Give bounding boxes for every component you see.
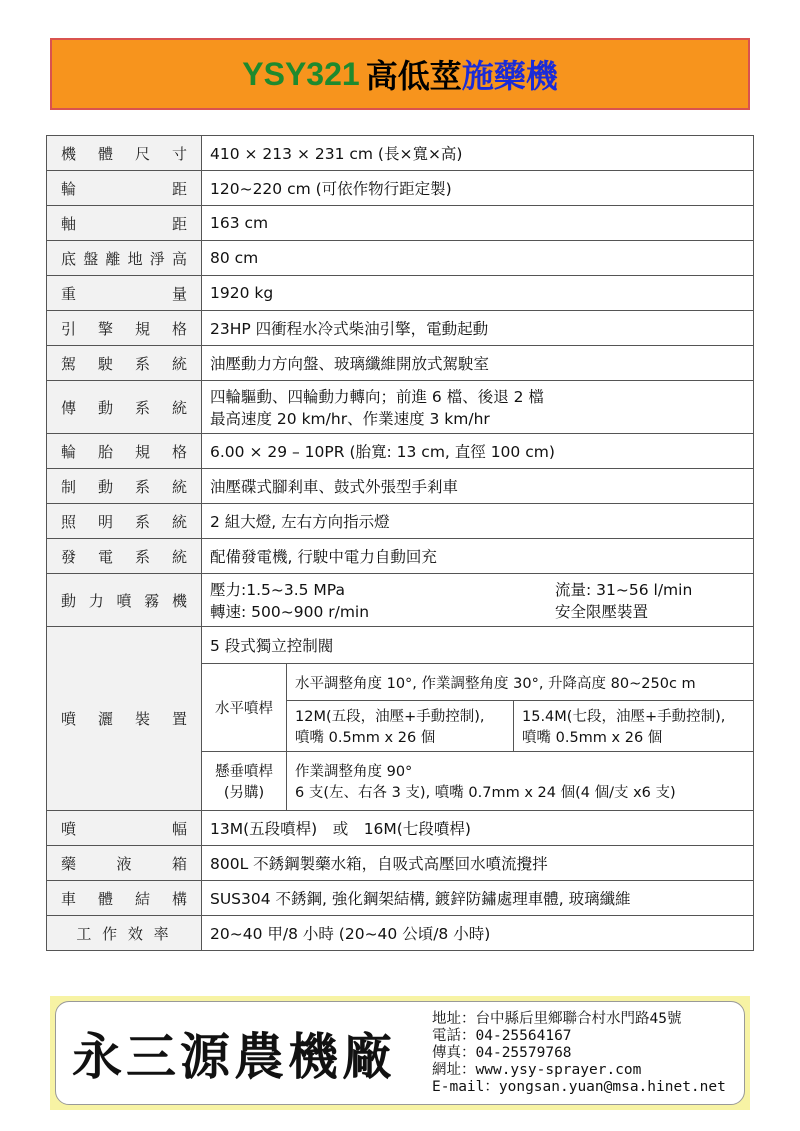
- spec-value: 80 cm: [202, 241, 754, 276]
- spec-value: 410 × 213 × 231 cm (長×寬×高): [202, 136, 754, 171]
- spec-label: 軸 距: [47, 206, 202, 241]
- spec-label: 照 明 系 統: [47, 504, 202, 539]
- spec-value: 20~40 甲/8 小時 (20~40 公頃/8 小時): [202, 916, 754, 951]
- contact-email[interactable]: E-mail：yongsan.yuan@msa.hinet.net: [432, 1078, 726, 1095]
- spec-row-clearance: [47, 241, 754, 276]
- spec-value: 油壓碟式腳剎車、鼓式外張型手剎車: [202, 469, 754, 504]
- spec-label: 噴 幅: [47, 811, 202, 846]
- horizontal-option-15m: [514, 701, 754, 752]
- spec-row-power-gen: [47, 539, 754, 574]
- h-right-line-1: 15.4M(七段，油壓+手動控制),: [522, 709, 726, 725]
- spec-value: 23HP 四衝程水冷式柴油引擎，電動起動: [202, 311, 754, 346]
- spec-row-cab: [47, 346, 754, 381]
- horizontal-boom-label: 水平噴桿: [202, 664, 287, 752]
- h-left-line-2: 噴嘴 0.5mm x 26 個: [295, 730, 436, 746]
- h-left-line-1: 12M(五段，油壓+手動控制),: [295, 709, 485, 725]
- company-name: 永三源農機廠: [72, 1027, 396, 1086]
- hanging-boom-details: [287, 752, 754, 811]
- spec-value: [202, 381, 754, 434]
- spec-row-efficiency: [47, 916, 754, 951]
- spec-label: 發 電 系 統: [47, 539, 202, 574]
- spec-row-tank: [47, 846, 754, 881]
- spec-row-tire: [47, 434, 754, 469]
- spec-label: 動 力 噴 霧 機: [47, 574, 202, 627]
- spec-row-lighting: [47, 504, 754, 539]
- spec-label: 傳 動 系 統: [47, 381, 202, 434]
- spec-value: 配備發電機, 行駛中電力自動回充: [202, 539, 754, 574]
- hanging-label-line-1: 懸垂噴桿: [215, 764, 273, 780]
- title-banner: [50, 38, 750, 110]
- spec-label: 底盤離地淨高: [47, 241, 202, 276]
- spec-row-engine: [47, 311, 754, 346]
- spec-row-tread: [47, 171, 754, 206]
- sprayer-pressure: 壓力:1.5~3.5 MPa: [210, 581, 345, 599]
- contact-address: 地址：台中縣后里鄉聯合村水門路45號: [432, 1010, 682, 1027]
- spec-label: 藥 液 箱: [47, 846, 202, 881]
- spec-row-body: [47, 881, 754, 916]
- spec-row-weight: [47, 276, 754, 311]
- spec-label: 引 擎 規 格: [47, 311, 202, 346]
- spec-value: 2 組大燈, 左右方向指示燈: [202, 504, 754, 539]
- hanging-line-1: 作業調整角度 90°: [295, 764, 413, 780]
- horizontal-option-12m: [287, 701, 514, 752]
- spec-row-dimensions: [47, 136, 754, 171]
- spec-label: 輪 距: [47, 171, 202, 206]
- footer-card: [55, 1001, 745, 1105]
- spec-label: 工 作 效 率: [47, 916, 202, 951]
- spec-row-brake: [47, 469, 754, 504]
- spec-label: 輪 胎 規 格: [47, 434, 202, 469]
- sprayer-line-2: [210, 600, 745, 622]
- sprayer-speed: 轉速: 500~900 r/min: [210, 603, 370, 621]
- spec-value: SUS304 不銹鋼, 強化鋼架結構, 鍍鋅防鏽處理車體, 玻璃纖維: [202, 881, 754, 916]
- spec-value: 120~220 cm (可依作物行距定製): [202, 171, 754, 206]
- spec-value: 油壓動力方向盤、玻璃纖維開放式駕駛室: [202, 346, 754, 381]
- spec-value: [202, 574, 754, 627]
- spec-label: 重 量: [47, 276, 202, 311]
- title-name-part1: 高低莖: [365, 58, 462, 94]
- spec-label: 駕 駛 系 統: [47, 346, 202, 381]
- spec-row-sprayer: [47, 574, 754, 627]
- drive-line-1: 四輪驅動、四輪動力轉向；前進 6 檔、後退 2 檔: [210, 388, 544, 406]
- spec-label: 制 動 系 統: [47, 469, 202, 504]
- drive-line-2: 最高速度 20 km/hr、作業速度 3 km/hr: [210, 410, 490, 428]
- spec-value: 1920 kg: [202, 276, 754, 311]
- contact-info: [432, 1011, 726, 1096]
- spec-value: 800L 不銹鋼製藥水箱，自吸式高壓回水噴流攪拌: [202, 846, 754, 881]
- spec-row-drive: [47, 381, 754, 434]
- spec-value: 13M(五段噴桿) 或 16M(七段噴桿): [202, 811, 754, 846]
- horizontal-adjust: 水平調整角度 10°, 作業調整角度 30°, 升降高度 80~250c m: [287, 664, 754, 701]
- spray-device-subtable: [202, 627, 753, 810]
- sprayer-line-1: [210, 578, 745, 600]
- spray-device-cell: [202, 627, 754, 811]
- sprayer-flow: 流量: 31~56 l/min: [555, 581, 693, 599]
- spec-value: 163 cm: [202, 206, 754, 241]
- title-model: YSY321: [242, 55, 360, 92]
- spec-row-width: [47, 811, 754, 846]
- contact-fax: 傳真：04-25579768: [432, 1044, 572, 1061]
- spec-label: 噴 灑 裝 置: [47, 627, 202, 811]
- contact-phone: 電話：04-25564167: [432, 1027, 572, 1044]
- spec-label: 機 體 尺 寸: [47, 136, 202, 171]
- footer-banner: [50, 996, 750, 1110]
- h-right-line-2: 噴嘴 0.5mm x 26 個: [522, 730, 663, 746]
- hanging-line-2: 6 支(左、右各 3 支), 噴嘴 0.7mm x 24 個(4 個/支 x6 支): [295, 785, 676, 801]
- hanging-boom-label: [202, 752, 287, 811]
- spec-row-wheelbase: [47, 206, 754, 241]
- spec-row-spray-device: [47, 627, 754, 811]
- spray-valve: 5 段式獨立控制閥: [202, 627, 753, 664]
- spec-label: 車 體 結 構: [47, 881, 202, 916]
- sprayer-safety: 安全限壓裝置: [555, 603, 649, 621]
- spec-table: [46, 135, 754, 951]
- contact-website[interactable]: 網址：www.ysy-sprayer.com: [432, 1061, 642, 1078]
- hanging-label-line-2: (另購): [223, 785, 265, 801]
- spec-value: 6.00 × 29 – 10PR (胎寬: 13 cm, 直徑 100 cm): [202, 434, 754, 469]
- title-name-part2: 施藥機: [461, 58, 558, 94]
